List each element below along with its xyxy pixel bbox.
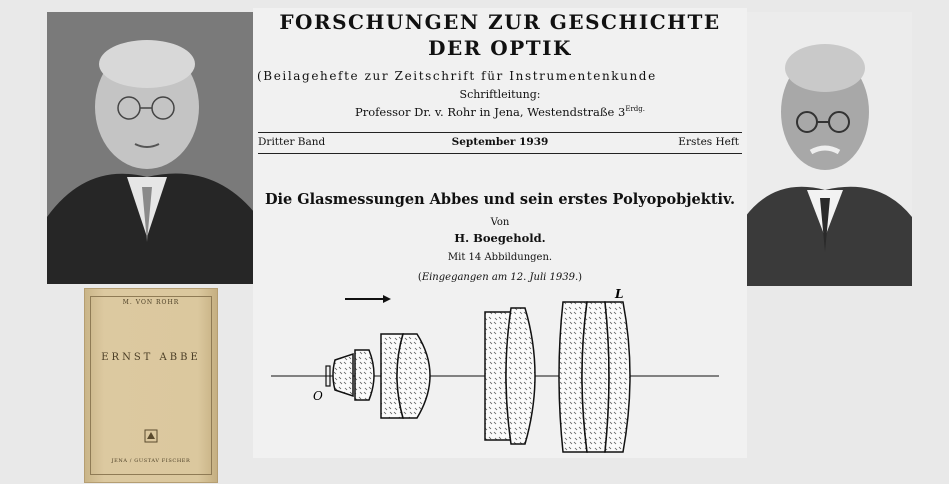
article-title: Die Glasmessungen Abbes und sein erstes Polyopobjektiv. <box>264 191 736 208</box>
book-cover <box>84 288 218 483</box>
lens-element-2 <box>355 350 374 400</box>
journal-title-line1: FORSCHUNGEN ZUR GESCHICHTE <box>279 10 721 34</box>
lens-diagram <box>253 286 747 458</box>
book-author: M. VON ROHR <box>122 299 180 306</box>
lens-element-8 <box>582 302 609 452</box>
book-title: ERNST ABBE <box>101 352 201 363</box>
journal-subtitle: (Beilagehefte zur Zeitschrift für Instrumentenkunde <box>257 69 657 83</box>
editor-text: Professor Dr. v. Rohr in Jena, Westendstraße 3 <box>355 105 626 119</box>
editorship-label: Schriftleitung: <box>459 88 541 101</box>
header-rule-bottom <box>258 153 742 154</box>
header-rule-top <box>258 132 742 133</box>
book-cover-frame <box>90 296 212 475</box>
received-text: Eingegangen am 12. Juli 1939. <box>421 272 579 283</box>
by-label: Von <box>490 217 510 228</box>
portrait-photo-left <box>47 12 254 284</box>
volume-label: Dritter Band <box>258 136 326 148</box>
lens-element-6 <box>506 308 535 444</box>
diagram-label-o: O <box>313 389 323 403</box>
issue-date: September 1939 <box>451 136 549 148</box>
journal-title-line2: DER OPTIK <box>428 36 572 60</box>
portrait-left-figure <box>47 12 254 284</box>
received-note <box>253 272 747 283</box>
portrait-right-figure <box>745 12 912 286</box>
received-open: ( <box>417 272 422 283</box>
light-direction-arrow <box>345 295 391 303</box>
lens-element-9 <box>605 302 630 452</box>
editor-line <box>253 105 747 119</box>
received-close: ) <box>578 272 583 283</box>
editor-sup: Erdg. <box>625 105 645 114</box>
lens-element-4 <box>397 334 430 418</box>
book-publisher: JENA / GUSTAV FISCHER <box>111 458 191 464</box>
journal-page <box>253 8 747 458</box>
portrait-photo-right <box>745 12 912 286</box>
issue-label: Erstes Heft <box>678 136 739 148</box>
article-author: H. Boegehold. <box>454 231 546 245</box>
lens-element-1 <box>333 354 353 396</box>
diagram-label-l: L <box>615 287 624 301</box>
publisher-emblem-icon <box>144 429 158 443</box>
figures-note: Mit 14 Abbildungen. <box>447 252 553 263</box>
